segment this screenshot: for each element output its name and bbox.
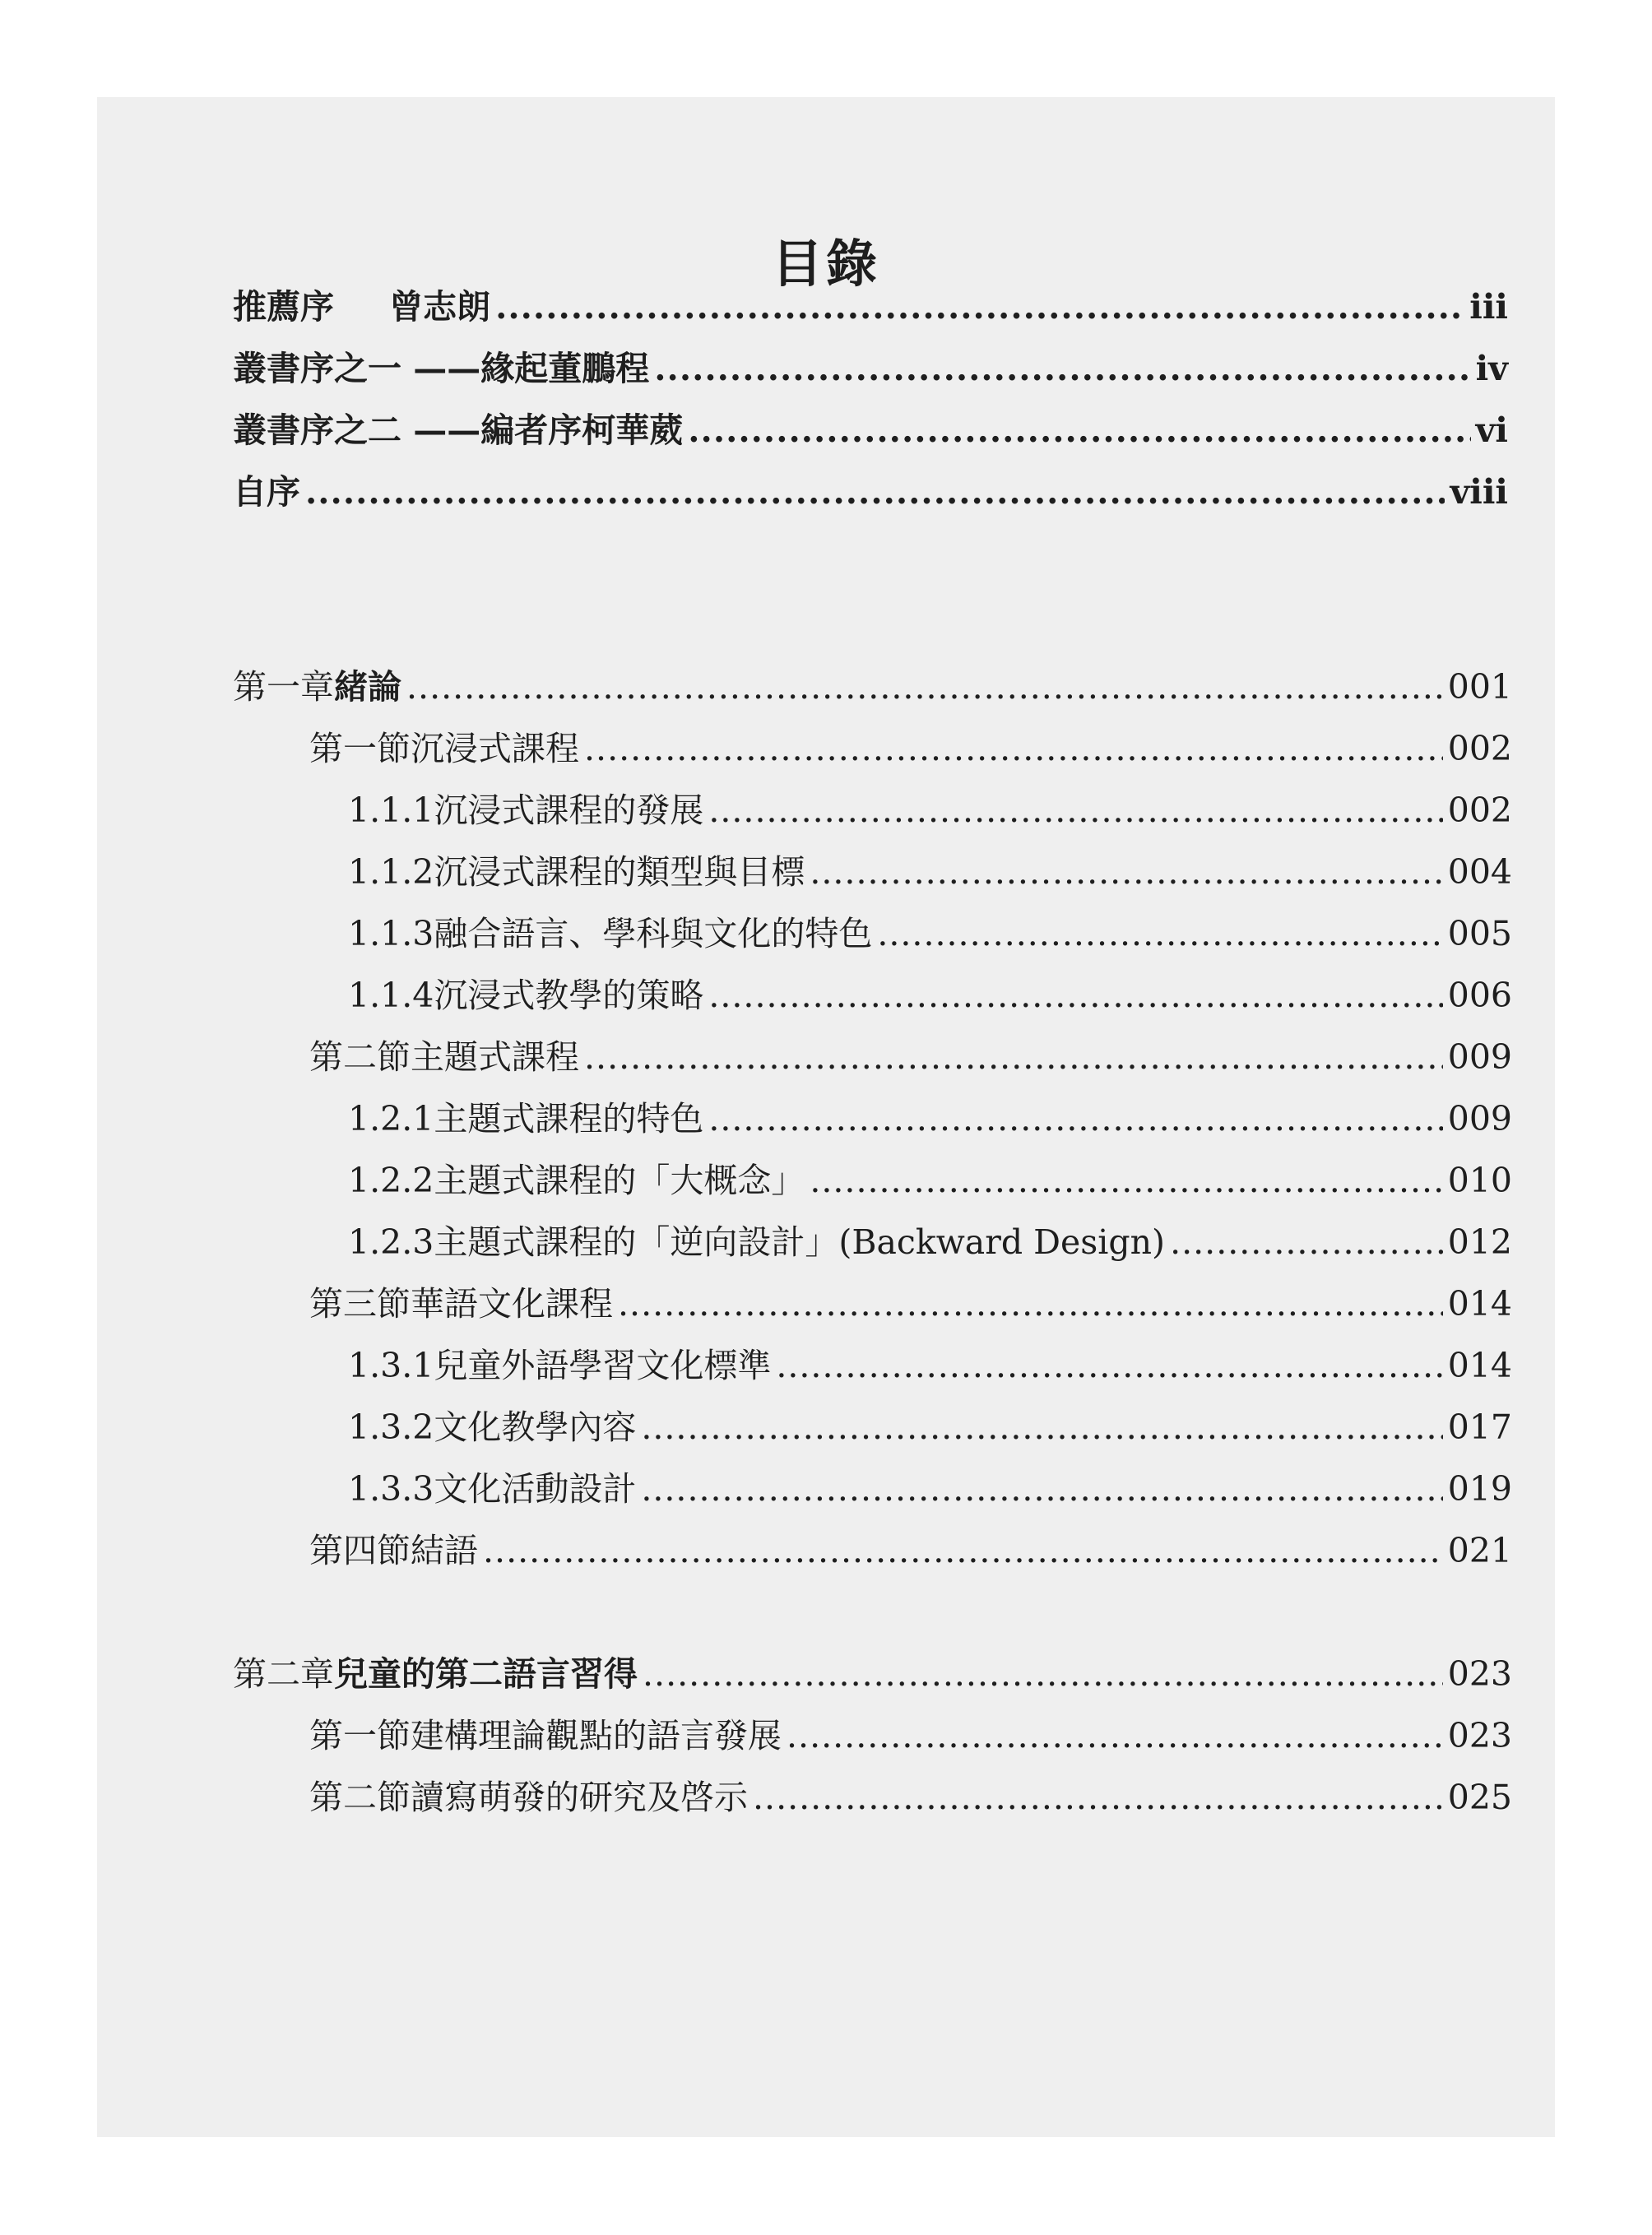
dot-leader <box>495 286 1464 327</box>
toc-subsection[interactable] <box>348 1345 1512 1386</box>
subsection-number: 1.2.2 <box>348 1161 434 1200</box>
subsection-page: 005 <box>1447 914 1512 953</box>
subsection-page: 009 <box>1447 1099 1512 1138</box>
section-page: 009 <box>1447 1037 1512 1077</box>
toc-entry-author-preface[interactable] <box>233 471 1508 512</box>
dot-leader <box>776 1345 1442 1386</box>
toc-section[interactable] <box>309 1777 1512 1818</box>
chapter-title: 兒童的第二語言習得 <box>334 1654 638 1694</box>
entry-author: 董鵬程 <box>548 349 650 388</box>
section-number: 第四節 <box>309 1531 411 1570</box>
entry-page: iv <box>1475 349 1508 388</box>
dot-leader <box>708 1098 1442 1139</box>
toc-chapter-2[interactable] <box>233 1653 1512 1695</box>
dot-leader <box>641 1468 1442 1509</box>
dot-leader <box>584 1036 1443 1078</box>
dot-leader <box>753 1777 1443 1818</box>
section-number: 第二節 <box>309 1778 411 1817</box>
entry-page: viii <box>1450 472 1508 512</box>
dot-leader <box>810 851 1442 893</box>
section-page: 025 <box>1447 1778 1512 1817</box>
section-page: 021 <box>1447 1531 1512 1570</box>
chapter-title: 緒論 <box>334 667 401 707</box>
section-title: 建構理論觀點的語言發展 <box>411 1716 782 1755</box>
section-title: 結語 <box>411 1531 478 1570</box>
dot-leader <box>1170 1222 1443 1263</box>
toc-subsection[interactable] <box>348 975 1512 1016</box>
subsection-number: 1.1.2 <box>348 852 434 892</box>
section-number: 第一節 <box>309 729 411 768</box>
subsection-number: 1.2.1 <box>348 1099 434 1138</box>
dot-leader <box>643 1653 1443 1695</box>
toc-subsection[interactable] <box>348 913 1512 954</box>
dot-leader <box>654 348 1470 389</box>
toc-subsection[interactable] <box>348 851 1512 893</box>
section-title: 讀寫萌發的研究及啓示 <box>411 1778 748 1817</box>
toc-subsection[interactable] <box>348 1407 1512 1448</box>
subsection-title: 沉浸式課程的發展 <box>434 791 704 830</box>
subsection-title: 文化教學內容 <box>434 1407 637 1447</box>
toc-section[interactable] <box>309 1036 1512 1078</box>
toc-subsection[interactable] <box>348 790 1512 831</box>
subsection-page: 014 <box>1447 1346 1512 1385</box>
subsection-page: 006 <box>1447 976 1512 1015</box>
toc-chapter-1[interactable] <box>233 666 1512 707</box>
entry-label: 叢書序之一 ——緣起 <box>233 349 549 388</box>
subsection-page: 010 <box>1447 1161 1512 1200</box>
toc-entry-series-preface-2[interactable] <box>233 410 1508 451</box>
dot-leader <box>877 913 1442 954</box>
section-number: 第三節 <box>309 1284 411 1324</box>
entry-label: 自序 <box>233 472 300 512</box>
section-title: 華語文化課程 <box>411 1284 613 1324</box>
chapter-number: 第一章 <box>233 667 334 707</box>
dot-leader <box>708 790 1442 831</box>
toc-section[interactable] <box>309 728 1512 769</box>
toc-section[interactable] <box>309 1283 1512 1324</box>
toc-section[interactable] <box>309 1715 1512 1756</box>
subsection-title: 兒童外語學習文化標準 <box>434 1346 772 1385</box>
subsection-number: 1.3.1 <box>348 1346 434 1385</box>
subsection-title: 沉浸式課程的類型與目標 <box>434 852 805 892</box>
entry-author: 曾志朗 <box>389 287 491 327</box>
chapter-page: 001 <box>1447 667 1512 707</box>
entry-page: vi <box>1475 410 1508 450</box>
section-page: 023 <box>1447 1716 1512 1755</box>
toc-page <box>97 97 1555 2137</box>
subsection-title: 主題式課程的「大概念」 <box>434 1161 805 1200</box>
subsection-page: 019 <box>1447 1469 1512 1509</box>
dot-leader <box>641 1407 1442 1448</box>
dot-leader <box>483 1530 1443 1571</box>
dot-leader <box>688 410 1470 451</box>
subsection-title: 主題式課程的「逆向設計」(Backward Design) <box>434 1222 1166 1262</box>
section-page: 014 <box>1447 1284 1512 1324</box>
subsection-page: 017 <box>1447 1407 1512 1447</box>
subsection-number: 1.2.3 <box>348 1222 434 1262</box>
section-number: 第二節 <box>309 1037 411 1077</box>
entry-author: 柯華葳 <box>582 410 684 450</box>
toc-section[interactable] <box>309 1530 1512 1571</box>
subsection-number: 1.1.1 <box>348 791 434 830</box>
toc-subsection[interactable] <box>348 1160 1512 1201</box>
subsection-page: 012 <box>1447 1222 1512 1262</box>
section-title: 沉浸式課程 <box>411 729 579 768</box>
dot-leader <box>708 975 1442 1016</box>
subsection-number: 1.1.4 <box>348 976 434 1015</box>
dot-leader <box>584 728 1443 769</box>
subsection-title: 文化活動設計 <box>434 1469 637 1509</box>
chapter-page: 023 <box>1447 1654 1512 1694</box>
subsection-number: 1.1.3 <box>348 914 434 953</box>
dot-leader <box>787 1715 1443 1756</box>
toc-title: 目錄 <box>771 234 880 294</box>
dot-leader <box>810 1160 1442 1201</box>
toc-subsection[interactable] <box>348 1098 1512 1139</box>
subsection-title: 融合語言、學科與文化的特色 <box>434 914 873 953</box>
dot-leader <box>618 1283 1443 1324</box>
section-page: 002 <box>1447 729 1512 768</box>
subsection-page: 002 <box>1447 791 1512 830</box>
toc-entry-foreword[interactable] <box>233 286 1508 327</box>
entry-label: 叢書序之二 ——編者序 <box>233 410 582 450</box>
subsection-page: 004 <box>1447 852 1512 892</box>
entry-page: iii <box>1469 287 1508 327</box>
dot-leader <box>406 666 1443 707</box>
toc-subsection[interactable] <box>348 1222 1512 1263</box>
chapter-number: 第二章 <box>233 1654 334 1694</box>
subsection-number: 1.3.2 <box>348 1407 434 1447</box>
dot-leader <box>305 471 1445 512</box>
subsection-title: 沉浸式教學的策略 <box>434 976 704 1015</box>
entry-label: 推薦序 <box>233 287 334 327</box>
subsection-number: 1.3.3 <box>348 1469 434 1509</box>
section-title: 主題式課程 <box>411 1037 579 1077</box>
toc-entry-series-preface-1[interactable] <box>233 348 1508 389</box>
section-number: 第一節 <box>309 1716 411 1755</box>
toc-subsection[interactable] <box>348 1468 1512 1509</box>
subsection-title: 主題式課程的特色 <box>434 1099 704 1138</box>
